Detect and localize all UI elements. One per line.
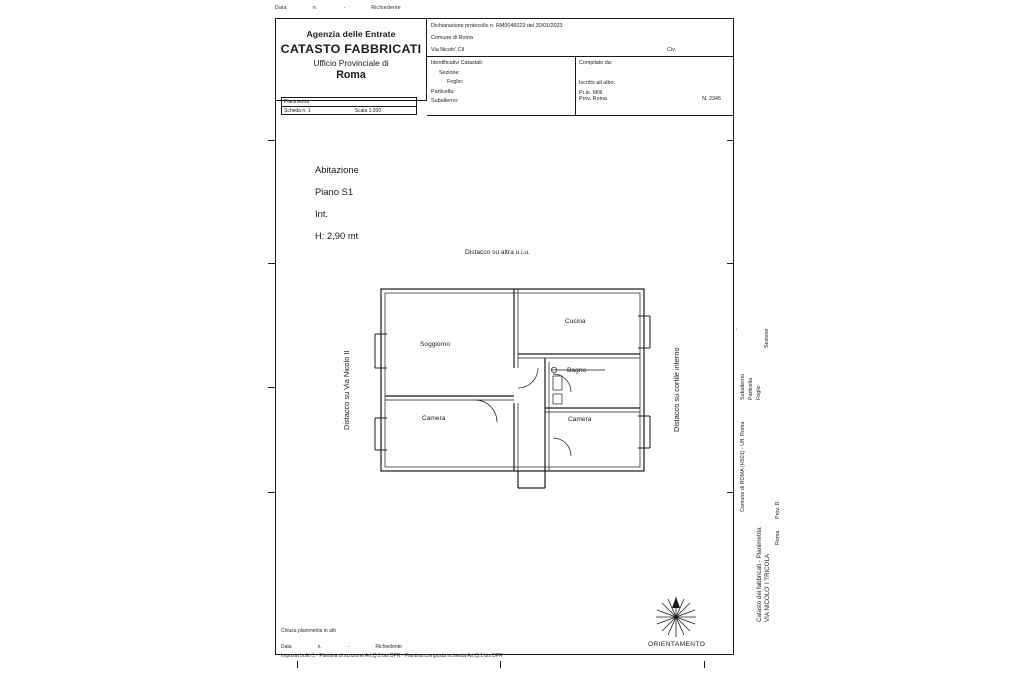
- label-distacco-right: Distacco su cortile interno: [672, 347, 681, 432]
- label-distacco-top: Distacco su altra u.i.u.: [465, 249, 530, 256]
- top-meta-row: Data n. - Richiedente: [275, 5, 401, 11]
- side-text-line1: Catasto dei fabbricati - Planimetria: [756, 527, 763, 622]
- room-label-camera-2: Camera: [568, 416, 592, 423]
- sezione-label: Sezione:: [439, 69, 460, 76]
- civico-label: Civ.: [667, 47, 676, 53]
- top-meta-requester: Richiedente: [371, 5, 401, 11]
- footer-stamp-note: Imposta bollo 1 - Piantina di scrizione Art.Q.1 bis DPR - Piantina composta richiesta Art.Q.1 bis DPR: [281, 653, 503, 659]
- foglio-label: Foglio:: [447, 79, 464, 86]
- address-line: Via Nicolo' Cil: [431, 47, 464, 53]
- tick-bottom-3: [704, 661, 705, 668]
- compilato-title: Compilato da:: [579, 60, 613, 66]
- scale-value: Scala 1:200: [354, 108, 382, 114]
- room-label-bagno: Bagno: [567, 367, 587, 374]
- orientation-compass-icon: [652, 594, 700, 640]
- footer-planimetry-note: Chiusa planimetria in atti: [281, 628, 336, 634]
- identificativi-title: Identificativi Catastali:: [431, 60, 484, 66]
- tick-left-4: [268, 492, 275, 493]
- iscritto-albo-label: Iscritto all albo:: [579, 80, 615, 87]
- side-text-line8: Foglio: [756, 385, 762, 400]
- room-label-soggiorno: Soggiorno: [420, 341, 451, 348]
- tick-left-2: [268, 263, 275, 264]
- side-text-line3: Roma: [775, 530, 781, 545]
- planimetria-label: Planimetria: [282, 98, 416, 107]
- tick-bottom-2: [500, 661, 501, 668]
- floor-plan-drawing: [275, 18, 734, 655]
- room-label-cucina: Cucina: [565, 318, 586, 325]
- tick-right-1: [727, 140, 734, 141]
- particella-label: Particella:: [431, 88, 455, 95]
- footer-number-label: n.: [317, 644, 322, 650]
- tick-left-3: [268, 387, 275, 388]
- footer-requester-label: Richiedente: [375, 644, 402, 650]
- label-distacco-left: Distacco su Via Nicolo II: [342, 350, 351, 430]
- side-text-line4: Prov. R.: [775, 499, 781, 519]
- declaration-protocol: Dichiarazione protocollo n. RM0046023 del 30/01/2023: [431, 23, 563, 29]
- footer-data-label: Data: [281, 644, 292, 650]
- orientation-label: ORIENTAMENTO: [648, 641, 706, 648]
- side-text-line9: Sezione: [764, 328, 770, 348]
- sheet-number: Scheda n. 1: [284, 108, 311, 114]
- side-text-line6: Subalterno: [740, 373, 746, 400]
- document-title: CATASTO FABBRICATI: [280, 42, 422, 56]
- tick-right-2: [727, 263, 734, 264]
- agency-name: Agenzia delle Entrate: [306, 29, 396, 39]
- footer-data-row: Data n. - Richiedente: [281, 644, 402, 650]
- side-text-line7: Particella: [748, 377, 754, 400]
- label-abitazione: Abitazione: [315, 164, 359, 175]
- top-meta-data: Data: [275, 5, 287, 11]
- label-interno: Int.: [315, 208, 329, 219]
- side-text-line5: Comune di ROMA (H501) - Uff. Roma: [740, 421, 746, 512]
- label-altezza: H: 2,90 mt: [315, 230, 359, 241]
- tick-bottom-1: [297, 661, 298, 668]
- comune-line: Comune di Roma: [431, 35, 473, 41]
- label-piano: Piano S1: [315, 186, 354, 197]
- office-label: Ufficio Provinciale di: [313, 58, 389, 68]
- top-meta-number: n.: [312, 5, 318, 11]
- professional-name: Pr.le. Milli: [579, 89, 603, 96]
- tick-left-1: [268, 140, 275, 141]
- tick-right-3: [727, 492, 734, 493]
- province-label: Prov. Roma: [579, 96, 608, 102]
- side-text-line2: VIA NICOLO' I TRICOLA: [764, 553, 771, 622]
- side-text-line10: -: [734, 328, 740, 330]
- subalterno-label: Subalterno:: [431, 98, 459, 105]
- registration-number: N. 2345: [702, 96, 721, 102]
- office-city: Roma: [336, 69, 366, 81]
- room-label-camera-1: Camera: [422, 415, 446, 422]
